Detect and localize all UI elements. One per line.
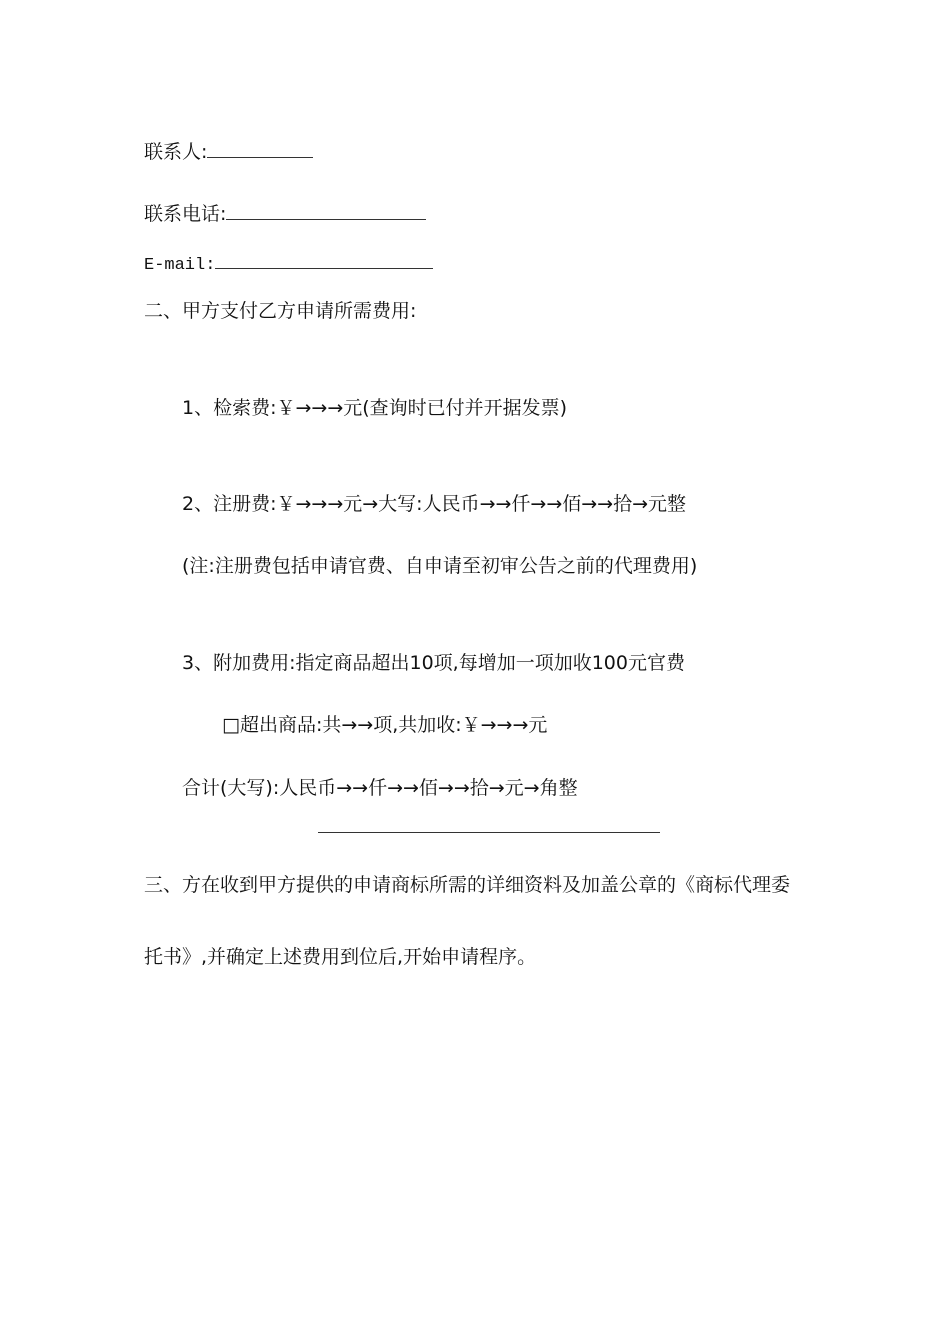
section3-line2: 托书》,并确定上述费用到位后,开始申请程序。 bbox=[144, 946, 537, 968]
email-field bbox=[144, 252, 433, 278]
email-blank bbox=[215, 252, 433, 269]
section3-line1: 三、方在收到甲方提供的申请商标所需的详细资料及加盖公章的《商标代理委 bbox=[144, 874, 791, 896]
contact-phone-label: 联系电话: bbox=[144, 203, 227, 225]
signature-rule bbox=[318, 832, 660, 833]
contact-phone-field bbox=[144, 202, 426, 226]
section2-heading: 二、甲方支付乙方申请所需费用: bbox=[144, 300, 417, 322]
extra-goods-line: □超出商品:共→→项,共加收:￥→→→元 bbox=[222, 714, 548, 736]
fee-item-additional: 3、附加费用:指定商品超出10项,每增加一项加收100元官费 bbox=[182, 652, 685, 674]
fee-item-registration: 2、注册费:￥→→→元→大写:人民币→→仟→→佰→→拾→元整 bbox=[182, 493, 687, 515]
fee-item-search: 1、检索费:￥→→→元(查询时已付并开据发票) bbox=[182, 397, 568, 419]
total-line: 合计(大写):人民币→→仟→→佰→→拾→元→角整 bbox=[182, 777, 578, 799]
fee-note: (注:注册费包括申请官费、自申请至初审公告之前的代理费用) bbox=[182, 555, 698, 577]
email-label: E-mail: bbox=[144, 256, 216, 275]
contact-person-field bbox=[144, 140, 313, 164]
contact-phone-blank bbox=[226, 203, 426, 220]
contact-person-blank bbox=[207, 141, 313, 158]
contact-person-label: 联系人: bbox=[144, 141, 208, 163]
